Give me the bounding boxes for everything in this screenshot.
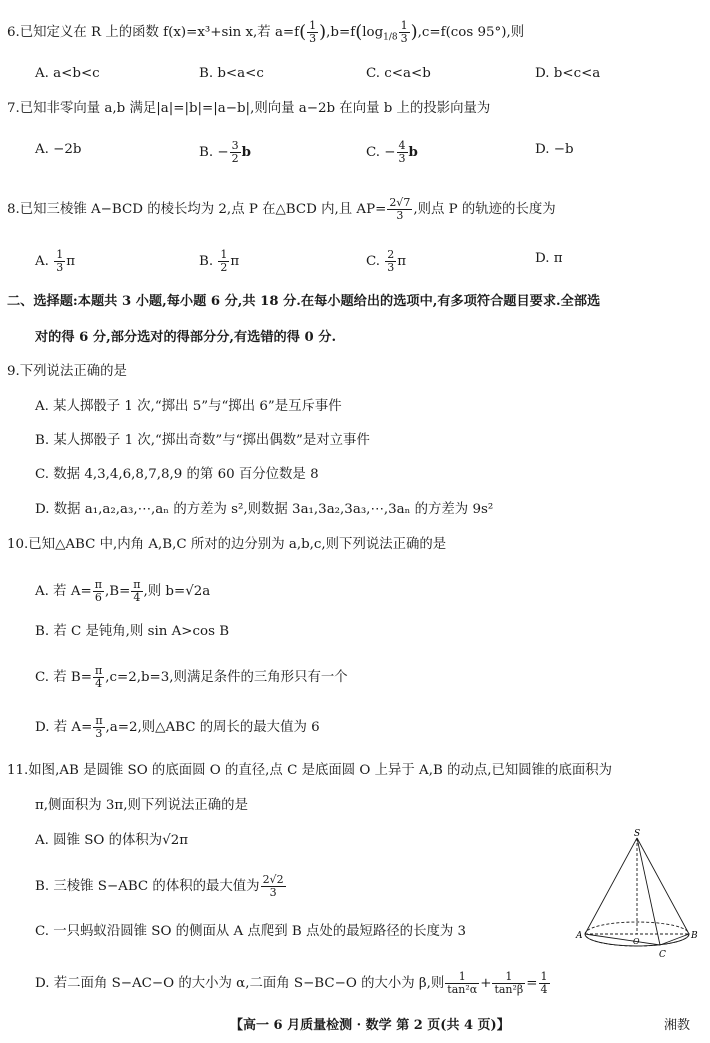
q11-option-a[interactable]: A. 圆锥 SO 的体积为√2π <box>35 833 189 848</box>
label-o: O <box>633 937 640 946</box>
frac-num: π <box>94 578 102 591</box>
paren-left: ( <box>355 21 363 43</box>
q6-stem <box>7 20 524 48</box>
frac <box>93 579 104 604</box>
frac-num: π <box>95 664 103 677</box>
q8-option-d[interactable]: D. π <box>535 251 563 266</box>
q8-option-a[interactable] <box>35 249 75 274</box>
label-a: A <box>576 931 583 941</box>
q11-stem-line1: 11.如图,AB 是圆锥 SO 的底面圆 O 的直径,点 C 是底面圆 O 上异于 A,B 的动点,已知圆锥的底面积为 <box>7 763 613 778</box>
frac <box>218 249 229 274</box>
q7-option-b[interactable] <box>199 140 251 165</box>
frac-den: tan²α <box>447 983 478 996</box>
q6-option-b[interactable]: B. b<a<c <box>199 66 264 81</box>
paren-right: ) <box>410 21 418 43</box>
frac <box>93 665 104 690</box>
opt-suffix: b <box>408 144 418 160</box>
frac-den: 2 <box>231 152 239 165</box>
frac-num: 1 <box>492 971 525 984</box>
q9-option-d[interactable]: D. 数据 a₁,a₂,a₃,⋯,aₙ 的方差为 s²,则数据 3a₁,3a₂,3a₃,⋯,3aₙ 的方差为 9s² <box>35 502 494 517</box>
opt-prefix: D. 若二面角 S−AC−O 的大小为 α,二面角 S−BC−O 的大小为 β,则 <box>35 976 445 991</box>
opt-suffix: π <box>397 254 407 269</box>
frac-den: 3 <box>387 261 395 274</box>
opt-prefix: B. <box>199 254 214 269</box>
q6-log: log <box>362 25 384 40</box>
frac-den: 6 <box>94 591 102 604</box>
opt-suffix: ,a=2,则△ABC 的周长的最大值为 6 <box>105 720 320 735</box>
frac-num: 1 <box>220 248 228 261</box>
frac-num: 2 <box>387 248 395 261</box>
frac-den: 3 <box>400 32 408 45</box>
edge-sa <box>585 838 637 934</box>
opt-suffix: ,c=2,b=3,则满足条件的三角形只有一个 <box>105 670 348 685</box>
frac-den: 3 <box>56 261 64 274</box>
q8-frac <box>387 197 412 222</box>
q11-option-b[interactable] <box>35 874 287 899</box>
q6-log-base: 1/8 <box>383 32 398 43</box>
q11-stem-line2: π,侧面积为 3π,则下列说法正确的是 <box>35 798 248 813</box>
q10-stem: 10.已知△ABC 中,内角 A,B,C 所对的边分别为 a,b,c,则下列说法正确的是 <box>7 537 447 552</box>
q8-stem <box>7 197 556 222</box>
opt-suffix: ,则 b=√2a <box>143 584 211 599</box>
frac-den: 3 <box>309 32 317 45</box>
frac-den: 2 <box>220 261 228 274</box>
q8-option-b[interactable] <box>199 249 239 274</box>
frac <box>54 249 65 274</box>
q8-stem-b: ,则点 P 的轨迹的长度为 <box>413 202 556 217</box>
chord-bc <box>660 934 689 945</box>
opt-prefix: C. − <box>366 145 396 160</box>
frac-num: 2√7 <box>389 196 411 209</box>
opt-prefix: C. 若 B= <box>35 670 92 685</box>
frac <box>445 971 479 996</box>
q10-option-d[interactable] <box>35 715 320 740</box>
opt-suffix: b <box>241 144 251 160</box>
footer-publisher: 湘教 <box>664 1018 691 1033</box>
frac-den: 3 <box>396 209 404 222</box>
q6-stem-c: ,c=f(cos 95°),则 <box>417 25 525 40</box>
opt-prefix: D. 若 A= <box>35 720 93 735</box>
frac <box>230 140 241 165</box>
opt-prefix: A. <box>35 254 49 269</box>
frac <box>131 579 142 604</box>
edge-sb <box>637 838 689 934</box>
q10-option-a[interactable] <box>35 579 210 604</box>
section2-line2: 对的得 6 分,部分选对的得部分分,有选错的得 0 分. <box>35 330 337 345</box>
chord-ac <box>585 934 660 945</box>
q6-option-d[interactable]: D. b<c<a <box>535 66 601 81</box>
cone-figure <box>574 826 704 961</box>
q6-option-c[interactable]: C. c<a<b <box>366 66 431 81</box>
edge-sc <box>637 838 660 945</box>
frac-den: 3 <box>398 152 406 165</box>
q10-option-b[interactable]: B. 若 C 是钝角,则 sin A>cos B <box>35 624 230 639</box>
q8-option-c[interactable] <box>366 249 406 274</box>
frac-den: 4 <box>95 677 103 690</box>
frac-den: tan²β <box>494 983 524 996</box>
q7-option-c[interactable] <box>366 140 418 165</box>
section2-line1: 二、选择题:本题共 3 小题,每小题 6 分,共 18 分.在每小题给出的选项中,有多项符合题目要求.全部选 <box>7 294 601 309</box>
opt-suffix: π <box>66 254 76 269</box>
opt-mid: ,B= <box>104 584 131 599</box>
q11-option-c[interactable]: C. 一只蚂蚁沿圆锥 SO 的侧面从 A 点爬到 B 点处的最短路径的长度为 3 <box>35 924 467 939</box>
frac-num: 1 <box>56 248 64 261</box>
label-c: C <box>659 950 666 960</box>
footer-title: 【高一 6 月质量检测 · 数学 第 2 页(共 4 页)】 <box>230 1018 510 1033</box>
frac-num: 1 <box>445 971 479 984</box>
q9-option-c[interactable]: C. 数据 4,3,4,6,8,7,8,9 的第 60 百分位数是 8 <box>35 467 319 482</box>
label-s: S <box>634 829 641 839</box>
frac-num: 4 <box>398 139 406 152</box>
frac <box>539 971 550 996</box>
paren-left: ( <box>299 21 307 43</box>
q9-option-a[interactable]: A. 某人掷骰子 1 次,“掷出 5”与“掷出 6”是互斥事件 <box>35 399 342 414</box>
q7-stem: 7.已知非零向量 a,b 满足|a|=|b|=|a−b|,则向量 a−2b 在向量 b 上的投影向量为 <box>7 101 491 116</box>
frac-num: 1 <box>400 19 408 32</box>
q7-option-d[interactable]: D. −b <box>535 142 574 157</box>
frac <box>492 971 525 996</box>
opt-prefix: A. 若 A= <box>35 584 92 599</box>
frac-den: 4 <box>540 983 548 996</box>
q6-frac1 <box>307 20 318 45</box>
frac <box>261 874 286 899</box>
paren-right: ) <box>319 21 327 43</box>
label-b: B <box>691 931 698 941</box>
q6-option-a[interactable]: A. a<b<c <box>35 66 100 81</box>
frac-num: 1 <box>309 19 317 32</box>
q6-frac2 <box>399 20 410 45</box>
frac-num: π <box>133 578 141 591</box>
frac-num: 1 <box>540 970 548 983</box>
q11-option-d[interactable] <box>35 971 551 996</box>
q6-stem-b: ,b=f <box>326 25 356 40</box>
frac-num: π <box>95 714 103 727</box>
opt-suffix: π <box>230 254 240 269</box>
opt-prefix: B. 三棱锥 S−ABC 的体积的最大值为 <box>35 879 260 894</box>
q6-stem-a: 6.已知定义在 R 上的函数 f(x)=x³+sin x,若 a=f <box>7 25 300 40</box>
equals-sign: = <box>526 976 538 991</box>
q10-option-c[interactable] <box>35 665 348 690</box>
frac-den: 3 <box>269 886 277 899</box>
q9-stem: 9.下列说法正确的是 <box>7 364 127 379</box>
frac-num: 2√2 <box>262 873 284 886</box>
frac-den: 3 <box>95 727 103 740</box>
q8-stem-a: 8.已知三棱锥 A−BCD 的棱长均为 2,点 P 在△BCD 内,且 AP= <box>7 202 387 217</box>
q9-option-b[interactable]: B. 某人掷骰子 1 次,“掷出奇数”与“掷出偶数”是对立事件 <box>35 433 370 448</box>
frac <box>93 715 104 740</box>
plus-sign: + <box>480 976 492 991</box>
frac-num: 3 <box>231 139 239 152</box>
frac-den: 4 <box>133 591 141 604</box>
frac <box>385 249 396 274</box>
opt-prefix: C. <box>366 254 381 269</box>
frac <box>397 140 408 165</box>
opt-prefix: B. − <box>199 145 229 160</box>
q7-option-a[interactable]: A. −2b <box>35 142 82 157</box>
